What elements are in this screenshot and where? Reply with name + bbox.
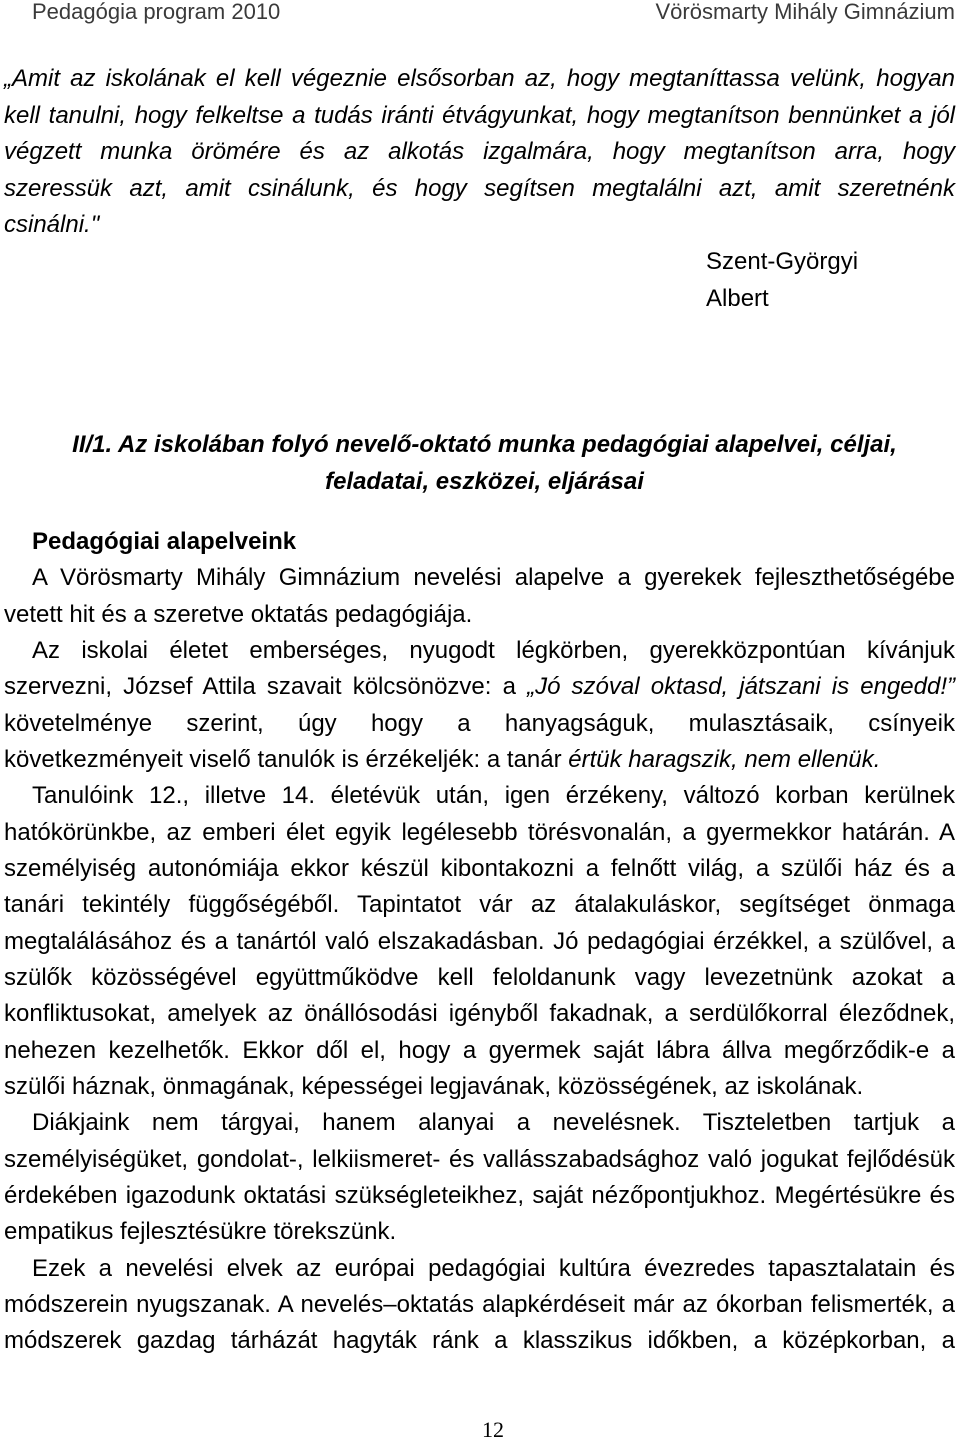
quote-line: végzett munka örömére és az alkotás izgalmára, hogy megtanítson arra, hogy [4,138,955,166]
section-heading [4,426,955,500]
body-text [4,524,955,1360]
text-run: szervezni, József Attila szavait kölcsönözve: a [4,673,528,701]
text-run: Ezek a nevelési elvek az európai pedagógiai kultúra évezredes tapasztalatain és [32,1254,955,1282]
quote-line: csinálni." [4,211,100,239]
text-run: következményeit viselő tanulók is érzékeljék: a tanár [4,745,569,773]
paragraph [4,1105,955,1250]
text-line [4,597,955,633]
text-run: empatikus fejlesztésükre törekszünk. [4,1218,397,1246]
text-line [4,742,955,778]
text-run: szülők közösségével együttműködve kell feloldanunk vagy levezetnünk azokat a [4,963,955,991]
text-run: követelménye szerint, úgy hogy a hanyagságuk, mulasztásaik, csínyeik [4,709,955,737]
text-run: módszerek gazdag tárházát hagyták ránk a klasszikus időkben, a középkorban, a [4,1327,955,1355]
text-line [4,924,955,960]
text-line [4,851,955,887]
epigraph-quote [4,61,955,317]
quote-author-line: Szent-Györgyi [706,247,859,275]
text-line [4,633,955,669]
emphasized-text: „Jó szóval oktasd, játszani is engedd!” [527,673,955,701]
text-line [4,1251,955,1287]
emphasized-text: értük haragszik, nem ellenük. [568,745,881,773]
quote-author-line: Albert [706,284,769,312]
text-line [4,996,955,1032]
text-line [4,706,955,742]
text-line [4,669,955,705]
text-run: Diákjaink nem tárgyai, hanem alanyai a nevelésnek. Tiszteletben tartjuk a [32,1109,955,1137]
paragraph [4,560,955,633]
subsection-title: Pedagógiai alapelveink [32,528,297,555]
text-run: érdekében igazodunk oktatási szükségleteikhez, saját nézőpontjukhoz. Megértésükre és [4,1181,955,1209]
quote-line: kell tanulni, hogy felkeltse a tudás iránti étvágyunkat, hogy megtanítson bennünket a jól [4,101,955,129]
text-run: hatókörünkbe, az emberi élet egyik legélesebb törésvonalán, a gyermekkor határán. A [4,818,955,846]
text-line [4,778,955,814]
text-line [4,1178,955,1214]
text-line [4,1142,955,1178]
text-line [4,1105,955,1141]
text-run: személyiség autonómiája ekkor készül kibontakozni a felnőtt világ, a szülői ház és a [4,854,955,882]
text-run: személyiségüket, gondolat-, lelkiismeret- és vallásszabadsághoz való jogukat fejlődésük [4,1145,955,1173]
text-run: konfliktusokat, amelyek az önállósodási igényből fakadnak, a serdülőkorral éleződnek, [4,1000,955,1028]
paragraph [4,1251,955,1360]
text-run: tanári tekintély függőségéből. Tapintatot vár az átalakuláskor, segítséget önmaga [4,891,955,919]
quote-line: „Amit az iskolának el kell végeznie elsősorban az, hogy megtaníttassa velünk, hogyan [4,65,955,92]
text-run: vetett hit és a szeretve oktatás pedagógiája. [4,600,473,628]
text-line [4,1033,955,1069]
text-line [4,887,955,923]
text-run: Tanulóink 12., illetve 14. életévük után, igen érzékeny, változó korban kerülnek [32,782,955,810]
text-line [4,1214,955,1250]
text-run: nehezen kezelhetők. Ekkor dől el, hogy a gyermek saját lábra állva megőrződik-e a [4,1036,955,1064]
section-heading-line: feladatai, eszközei, eljárásai [325,468,644,495]
text-run: Az iskolai életet emberséges, nyugodt légkörben, gyerekközpontúan kívánjuk [32,636,955,664]
text-run: szülői háznak, önmagának, képességei legjavának, közösségének, az iskolának. [4,1072,864,1100]
page-number: 12 [482,1417,504,1442]
page-header [0,0,960,24]
text-line [4,815,955,851]
text-run: A Vörösmarty Mihály Gimnázium nevelési alapelve a gyerekek fejleszthetőségébe [32,564,955,592]
section-heading-line: II/1. Az iskolában folyó nevelő-oktató munka pedagógiai alapelvei, céljai, [72,431,897,458]
text-line [4,960,955,996]
text-line [4,560,955,596]
quote-line: szeressük azt, amit csinálunk, és hogy segítsen megtalálni azt, amit szeretnénk [4,174,955,202]
text-line [4,1069,955,1105]
header-school-name: Vörösmarty Mihály Gimnázium [655,0,955,24]
text-line [4,1323,955,1359]
paragraph [4,633,955,778]
paragraph [4,778,955,1105]
header-document-title: Pedagógia program 2010 [32,0,281,24]
text-run: módszerein nyugszanak. A nevelés–oktatás alapkérdéseit már az ókorban felismerték, a [4,1290,955,1318]
text-line [4,1287,955,1323]
text-run: megtalálásához és a tanártól való elszakadásban. Jó pedagógiai érzékkel, a szülővel, a [4,927,955,955]
